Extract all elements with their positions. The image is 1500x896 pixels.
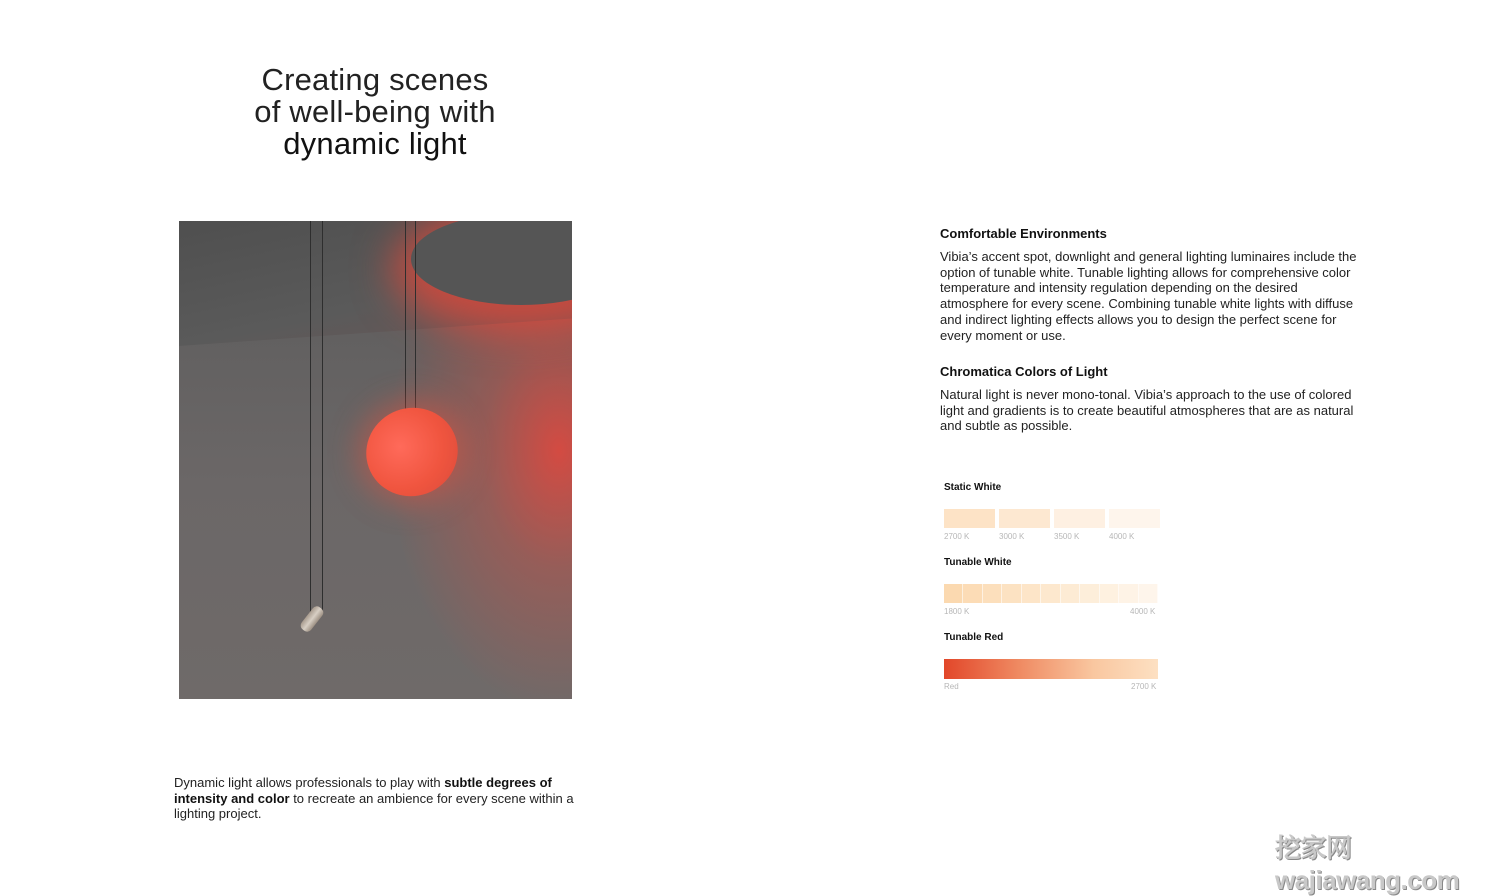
tunable-red-start-label: Red [944, 682, 959, 691]
photo-wire [405, 221, 406, 416]
section-heading-comfortable: Comfortable Environments [940, 226, 1107, 241]
photo-caption [174, 775, 574, 822]
swatch-3000k [999, 509, 1050, 528]
tunable-white-cell [1022, 584, 1041, 603]
swatch-3500k [1054, 509, 1105, 528]
swatch-label-3000k: 3000 K [999, 532, 1025, 541]
tunable-white-end-label: 4000 K [1130, 607, 1156, 616]
page-title [200, 64, 550, 160]
tunable-white-cell [944, 584, 963, 603]
swatch-2700k [944, 509, 995, 528]
swatch-4000k [1109, 509, 1160, 528]
photo-wire [415, 221, 416, 411]
tunable-white-cell [983, 584, 1002, 603]
title-line-2: of well-being with [254, 94, 496, 129]
section-heading-chromatica: Chromatica Colors of Light [940, 364, 1108, 379]
swatch-label-4000k: 4000 K [1109, 532, 1135, 541]
photo-red-orb-lamp [354, 395, 471, 509]
section-body-comfortable: Vibia’s accent spot, downlight and general lighting luminaires include the option of tunable white. Tunable lighting allows for comprehensive color temperature and intensity regulation depending on the desired atmosphere for every scene. Combining tunable white lights with diffuse and indirect lighting effects allows you to design the perfect scene for every moment or use. [940, 249, 1357, 343]
static-white-swatches [944, 509, 1160, 528]
caption-bold-text: subtle degrees of intensity and color [174, 775, 552, 806]
lighting-photo [179, 221, 572, 699]
tunable-white-cell [1100, 584, 1119, 603]
tunable-white-cell [963, 584, 982, 603]
photo-wire [322, 221, 323, 613]
tunable-white-cell [1080, 584, 1099, 603]
tunable-white-label: Tunable White [944, 557, 1012, 568]
tunable-white-cell [1139, 584, 1158, 603]
tunable-red-label: Tunable Red [944, 632, 1004, 643]
section-body-chromatica: Natural light is never mono-tonal. Vibia’s approach to the use of colored light and gradients is to create beautiful atmospheres that are as natural and subtle as possible. [940, 387, 1354, 434]
swatch-label-3500k: 3500 K [1054, 532, 1080, 541]
photo-wire [310, 221, 311, 619]
tunable-white-cell [1002, 584, 1021, 603]
swatch-label-2700k: 2700 K [944, 532, 970, 541]
tunable-white-start-label: 1800 K [944, 607, 970, 616]
caption-text: Dynamic light allows professionals to play with [174, 775, 445, 790]
tunable-white-cell [1041, 584, 1060, 603]
tunable-red-gradient [944, 659, 1158, 679]
title-line-3: dynamic light [283, 126, 467, 161]
photo-spot-lamp [299, 604, 326, 633]
tunable-white-cell [1061, 584, 1080, 603]
tunable-white-swatches [944, 584, 1158, 603]
caption-text-end: to recreate an ambience for every scene within a lighting project. [174, 790, 574, 822]
static-white-label: Static White [944, 482, 1002, 493]
title-line-1: Creating scenes [261, 62, 489, 97]
watermark: 挖家网 wajiawang.com [1275, 833, 1460, 895]
tunable-red-end-label: 2700 K [1131, 682, 1157, 691]
tunable-white-cell [1119, 584, 1138, 603]
